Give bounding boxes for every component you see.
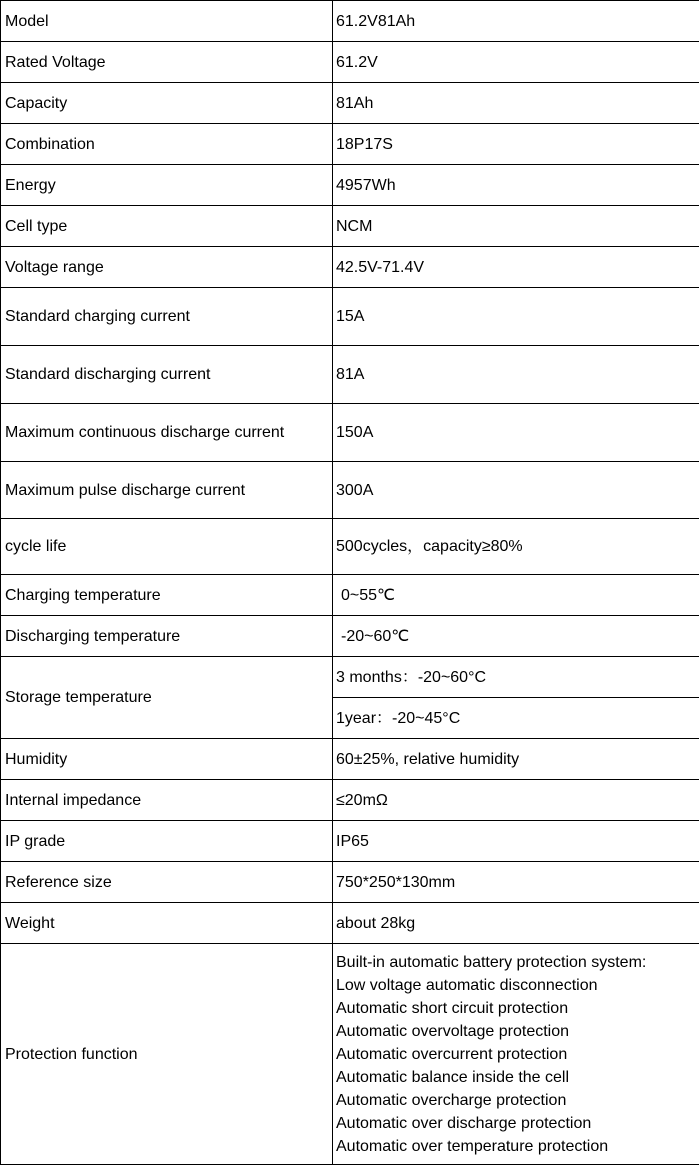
label-energy: Energy xyxy=(1,165,333,206)
value-energy: 4957Wh xyxy=(333,165,699,206)
value-internal-impedance: ≤20mΩ xyxy=(333,780,699,821)
protection-line: Automatic overcurrent protection xyxy=(336,1045,568,1063)
protection-line: Automatic overvoltage protection xyxy=(336,1022,570,1040)
table-row xyxy=(1,83,699,124)
table-row xyxy=(1,165,699,206)
value-standard-discharging-current: 81A xyxy=(333,346,699,404)
table-row xyxy=(1,862,699,903)
value-cycle-life: 500cycles，capacity≥80% xyxy=(333,519,699,575)
label-weight: Weight xyxy=(1,903,333,944)
label-rated-voltage: Rated Voltage xyxy=(1,42,333,83)
table-row xyxy=(1,346,699,404)
label-cell-type: Cell type xyxy=(1,206,333,247)
table-row xyxy=(1,739,699,780)
table-row xyxy=(1,247,699,288)
table-row xyxy=(1,462,699,519)
table-row xyxy=(1,519,699,575)
label-reference-size: Reference size xyxy=(1,862,333,903)
value-max-continuous-discharge-current: 150A xyxy=(333,404,699,462)
table-row xyxy=(1,206,699,247)
protection-line: Low voltage automatic disconnection xyxy=(336,976,598,994)
table-row xyxy=(1,575,699,616)
label-ip-grade: IP grade xyxy=(1,821,333,862)
value-capacity: 81Ah xyxy=(333,83,699,124)
protection-line: Built-in automatic battery protection system: xyxy=(336,953,647,971)
protection-line: Automatic over temperature protection xyxy=(336,1137,609,1155)
label-cycle-life: cycle life xyxy=(1,519,333,575)
label-combination: Combination xyxy=(1,124,333,165)
value-combination: 18P17S xyxy=(333,124,699,165)
protection-line: Automatic overcharge protection xyxy=(336,1091,567,1109)
label-charging-temperature: Charging temperature xyxy=(1,575,333,616)
table-row xyxy=(1,124,699,165)
value-ip-grade: IP65 xyxy=(333,821,699,862)
label-protection-function: Protection function xyxy=(1,944,333,1165)
value-charging-temperature: 0~55℃ xyxy=(333,575,699,616)
value-storage-temperature-months: 3 months：-20~60°C xyxy=(333,657,699,698)
value-weight: about 28kg xyxy=(333,903,699,944)
label-capacity: Capacity xyxy=(1,83,333,124)
table-row xyxy=(1,42,699,83)
value-model: 61.2V81Ah xyxy=(333,1,699,42)
value-rated-voltage: 61.2V xyxy=(333,42,699,83)
protection-line: Automatic short circuit protection xyxy=(336,999,569,1017)
label-max-pulse-discharge-current: Maximum pulse discharge current xyxy=(1,462,333,519)
value-reference-size: 750*250*130mm xyxy=(333,862,699,903)
label-max-continuous-discharge-current: Maximum continuous discharge current xyxy=(1,404,333,462)
value-voltage-range: 42.5V-71.4V xyxy=(333,247,699,288)
table-row xyxy=(1,616,699,657)
table-row xyxy=(1,780,699,821)
table-row xyxy=(1,288,699,346)
protection-line: Automatic balance inside the cell xyxy=(336,1068,570,1086)
table-row xyxy=(1,657,699,698)
value-discharging-temperature: -20~60℃ xyxy=(333,616,699,657)
label-discharging-temperature: Discharging temperature xyxy=(1,616,333,657)
label-model: Model xyxy=(1,1,333,42)
label-humidity: Humidity xyxy=(1,739,333,780)
value-cell-type: NCM xyxy=(333,206,699,247)
table-row xyxy=(1,1,699,42)
label-internal-impedance: Internal impedance xyxy=(1,780,333,821)
table-row xyxy=(1,944,699,1165)
value-storage-temperature-year: 1year：-20~45°C xyxy=(333,698,699,739)
label-standard-charging-current: Standard charging current xyxy=(1,288,333,346)
value-standard-charging-current: 15A xyxy=(333,288,699,346)
label-standard-discharging-current: Standard discharging current xyxy=(1,346,333,404)
label-voltage-range: Voltage range xyxy=(1,247,333,288)
table-row xyxy=(1,404,699,462)
value-protection-function xyxy=(333,944,699,1165)
table-row xyxy=(1,821,699,862)
label-storage-temperature: Storage temperature xyxy=(1,657,333,739)
table-row xyxy=(1,903,699,944)
value-humidity: 60±25%, relative humidity xyxy=(333,739,699,780)
protection-line: Automatic over discharge protection xyxy=(336,1114,592,1132)
value-max-pulse-discharge-current: 300A xyxy=(333,462,699,519)
